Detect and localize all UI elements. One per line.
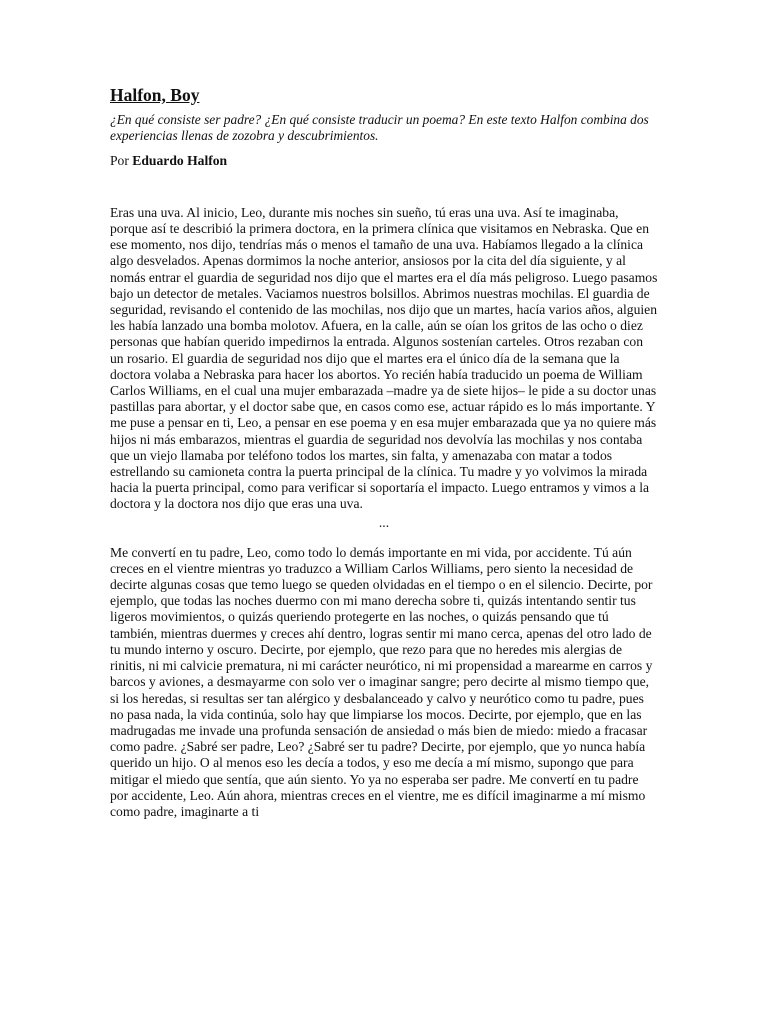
author-name: Eduardo Halfon bbox=[132, 152, 228, 168]
section-separator: ... bbox=[378, 514, 390, 530]
article-subtitle: ¿En qué consiste ser padre? ¿En qué consiste traducir un poema? En este texto Halfon combina dos experiencias llenas de zozobra y descubrimientos. bbox=[110, 112, 649, 144]
byline-prefix: Por bbox=[110, 152, 129, 168]
byline bbox=[110, 152, 658, 169]
article bbox=[110, 84, 658, 820]
paragraph-1: Eras una uva. Al inicio, Leo, durante mis noches sin sueño, tú eras una uva. Así te imaginaba, porque así te describió la primera doctora, en la primera clínica que visitamos en Nebraska. Que en ese momento, nos dijo, tendrías más o menos el tamaño de una uva. Habíamos llegado a la clínica algo desvelados. Apenas dormimos la noche anterior, ansiosos por la cita del día siguiente, y al nomás entrar el guardia de seguridad nos dijo que el martes era el día más peligroso. Luego pasamos bajo un detector de metales. Vaciamos nuestros bolsillos. Abrimos nuestras mochilas. El guardia de seguridad, revisando el contenido de las mochilas, nos dijo que un martes, hacía varios años, alguien les había lanzado una bomba molotov. Afuera, en la calle, aún se oían los gritos de las ocho o diez personas que habían querido impedirnos la entrada. Algunos sostenían carteles. Otros rezaban con un rosario. El guardia de seguridad nos dijo que el martes era el único día de la semana que la doctora volaba a Nebraska para hacer los abortos. Yo recién había traducido un poema de William Carlos Williams, en el cual una mujer embarazada –madre ya de siete hijos– le pide a su doctor unas pastillas para abortar, y el doctor sabe que, en casos como ese, actuar rápido es lo más importante. Y me puse a pensar en ti, Leo, a pensar en ese poema y en esa mujer embarazada que ya no quiere más hijos ni más embarazos, mientras el guardia de seguridad nos devolvía las mochilas y nos contaba que un viejo llamaba por teléfono todos los martes, sin falta, y amenazaba con matar a todos estrellando su camioneta contra la puerta principal de la clínica. Tu madre y yo volvimos la mirada hacia la puerta principal, como para verificar si soportaría el impacto. Luego entramos y vimos a la doctora y la doctora nos dijo que eras una uva. bbox=[110, 204, 658, 512]
article-title[interactable]: Halfon, Boy bbox=[110, 85, 200, 105]
paragraph-2: Me convertí en tu padre, Leo, como todo lo demás importante en mi vida, por accidente. Tú aún creces en el vientre mientras yo traduzco a William Carlos Williams, pero siento la necesidad de decirte algunas cosas que temo luego se queden olvidadas en el tiempo o en el silencio. Decirte, por ejemplo, que todas las noches duermo con mi mano derecha sobre ti, quizás intentando sentir tus ligeros movimientos, o quizás queriendo protegerte en las noches, o quizás pensando que tú también, mientras duermes y creces ahí dentro, logras sentir mi mano cerca, apenas del otro lado de tu mundo interno y oscuro. Decirte, por ejemplo, que rezo para que no heredes mis alergias de rinitis, ni mi calvicie prematura, ni mi carácter neurótico, ni mi propensidad a marearme en carros y barcos y aviones, a desmayarme con solo ver o imaginar sangre; pero decirte al mismo tiempo que, si los heredas, si resultas ser tan alérgico y desbalanceado y calvo y neurótico como tu padre, pues no pasa nada, la vida continúa, solo hay que limpiarse los mocos. Decirte, por ejemplo, que en las madrugadas me invade una profunda sensación de ansiedad o más bien de miedo: miedo a fracasar como padre. ¿Sabré ser padre, Leo? ¿Sabré ser tu padre? Decirte, por ejemplo, que yo nunca había querido un hijo. O al menos eso les decía a todos, y eso me decía a mí mismo, supongo que para mitigar el miedo que sentía, que aún siento. Yo ya no esperaba ser padre. Me convertí en tu padre por accidente, Leo. Aún ahora, mientras creces en el vientre, me es difícil imaginarme a mí mismo como padre, imaginarte a ti bbox=[110, 544, 653, 819]
